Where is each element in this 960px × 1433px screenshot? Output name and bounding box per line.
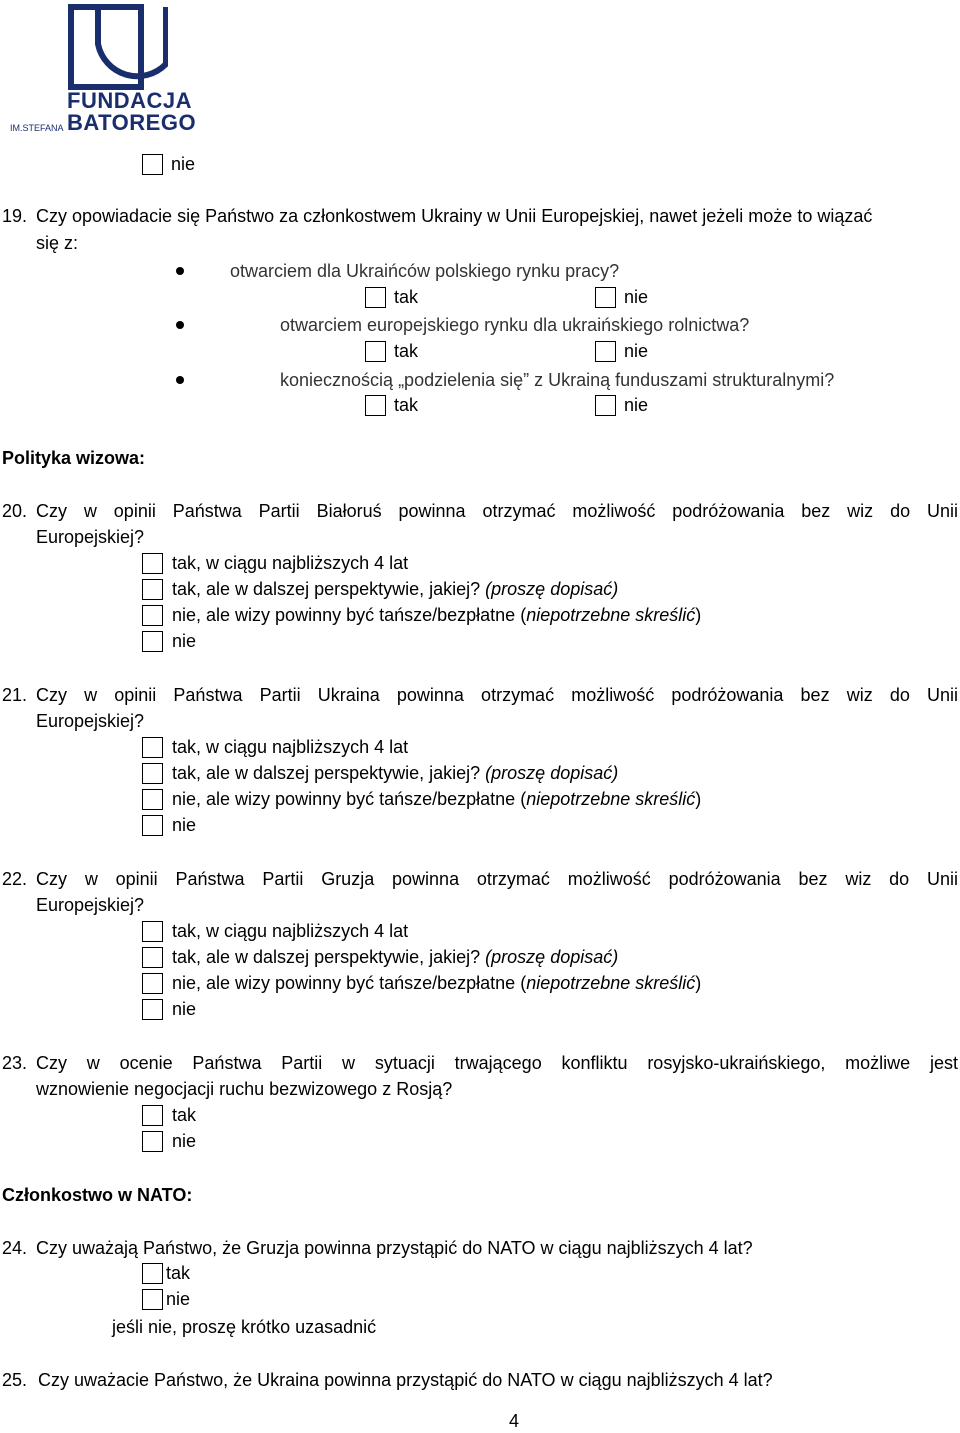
q21-opt2-main: tak, ale w dalszej perspektywie, jakiej? — [172, 763, 481, 783]
q20-opt2-main: tak, ale w dalszej perspektywie, jakiej? — [172, 579, 481, 599]
q22-opt2-note: (proszę dopisać) — [485, 947, 619, 967]
q20-opt3-note: niepotrzebne skreślić — [526, 605, 696, 625]
q19-item3-no-label: nie — [624, 395, 649, 415]
q22-opt3-checkbox[interactable] — [142, 973, 163, 994]
q21-opt2-checkbox[interactable] — [142, 763, 163, 784]
q21-opt4-checkbox[interactable] — [142, 815, 163, 836]
section-nato-heading: Członkostwo w NATO: — [2, 1185, 193, 1205]
q25-text: Czy uważacie Państwo, że Ukraina powinna przystąpić do NATO w ciągu najbliższych 4 lat? — [38, 1370, 773, 1390]
q20-opt2-note: (proszę dopisać) — [485, 579, 619, 599]
q19-item2-yes-label: tak — [394, 341, 419, 361]
q22-opt4-checkbox[interactable] — [142, 999, 163, 1020]
q21-text-line2: Europejskiej? — [36, 711, 145, 731]
q19-number: 19. — [2, 206, 28, 226]
q24-justify-prompt: jeśli nie, proszę krótko uzasadnić — [112, 1317, 377, 1337]
q21-opt2-label — [172, 762, 618, 784]
q22-opt3-main: nie, ale wizy powinny być tańsze/bezpłatne ( — [172, 973, 527, 993]
q20-opt4-label: nie — [172, 631, 197, 651]
q19-item2-yes-checkbox[interactable] — [365, 341, 386, 362]
q19-text-line1: Czy opowiadacie się Państwo za członkostwem Ukrainy w Unii Europejskiej, nawet jeżeli może to wiązać — [36, 206, 873, 226]
q20-opt4-checkbox[interactable] — [142, 631, 163, 652]
logo-prefix: IM.STEFANA — [10, 123, 64, 133]
q24-no-checkbox[interactable] — [142, 1289, 163, 1310]
q19-item3-no-checkbox[interactable] — [595, 395, 616, 416]
q20-opt2-checkbox[interactable] — [142, 579, 163, 600]
q21-text-line1: Czy w opinii Państwa Partii Ukraina powinna otrzymać możliwość podróżowania bez wiz do Unii — [36, 685, 958, 705]
foundation-emblem-icon — [68, 4, 168, 92]
logo-line1: FUNDACJA — [67, 88, 192, 113]
section-visa-heading: Polityka wizowa: — [2, 448, 146, 468]
q22-number: 22. — [2, 869, 28, 889]
q22-opt1-checkbox[interactable] — [142, 921, 163, 942]
top-option-label: nie — [171, 154, 196, 174]
q22-opt3-end: ) — [695, 973, 702, 993]
q24-number: 24. — [2, 1238, 28, 1258]
q21-opt3-label — [172, 788, 701, 810]
q19-item3-yes-checkbox[interactable] — [365, 395, 386, 416]
q24-no-label: nie — [166, 1289, 191, 1309]
q23-no-checkbox[interactable] — [142, 1131, 163, 1152]
q22-opt3-label — [172, 972, 701, 994]
q20-opt3-end: ) — [695, 605, 702, 625]
q22-opt2-main: tak, ale w dalszej perspektywie, jakiej? — [172, 947, 481, 967]
q22-opt1-label: tak, w ciągu najbliższych 4 lat — [172, 921, 409, 941]
q19-item1-yes-label: tak — [394, 287, 419, 307]
q20-opt3-main: nie, ale wizy powinny być tańsze/bezpłatne ( — [172, 605, 527, 625]
logo — [10, 4, 197, 136]
q19-item1-yes-checkbox[interactable] — [365, 287, 386, 308]
q24-yes-label: tak — [166, 1263, 191, 1283]
q20-opt2-label — [172, 578, 618, 600]
q22-text-line2: Europejskiej? — [36, 895, 145, 915]
q22-opt2-label — [172, 946, 618, 968]
q19-item3-text: koniecznością „podzielenia się” z Ukrainą funduszami strukturalnymi? — [280, 370, 835, 390]
logo-line2: BATOREGO — [67, 110, 197, 135]
q19-bullet-1 — [176, 267, 184, 275]
q23-yes-label: tak — [172, 1105, 197, 1125]
q19-item2-text: otwarciem europejskiego rynku dla ukraińskiego rolnictwa? — [280, 315, 750, 335]
q19-text-line2: się z: — [36, 233, 79, 253]
q24-text: Czy uważają Państwo, że Gruzja powinna przystąpić do NATO w ciągu najbliższych 4 lat? — [36, 1238, 753, 1258]
q19-item3-yes-label: tak — [394, 395, 419, 415]
q19-item2-no-checkbox[interactable] — [595, 341, 616, 362]
q20-opt1-checkbox[interactable] — [142, 553, 163, 574]
q21-opt2-note: (proszę dopisać) — [485, 763, 619, 783]
page-number: 4 — [509, 1411, 520, 1431]
q21-opt1-label: tak, w ciągu najbliższych 4 lat — [172, 737, 409, 757]
q23-yes-checkbox[interactable] — [142, 1105, 163, 1126]
q20-opt1-label: tak, w ciągu najbliższych 4 lat — [172, 553, 409, 573]
q21-opt3-note: niepotrzebne skreślić — [526, 789, 696, 809]
q19-item2-no-label: nie — [624, 341, 649, 361]
q21-number: 21. — [2, 685, 28, 705]
q23-text-line2: wznowienie negocjacji ruchu bezwizowego z Rosją? — [36, 1079, 453, 1099]
q23-number: 23. — [2, 1053, 28, 1073]
q24-yes-checkbox[interactable] — [142, 1263, 163, 1284]
q21-opt4-label: nie — [172, 815, 197, 835]
q19-item1-text: otwarciem dla Ukraińców polskiego rynku pracy? — [230, 261, 620, 281]
checkbox-top-nie[interactable] — [142, 154, 163, 175]
q20-text-line1: Czy w opinii Państwa Partii Białoruś powinna otrzymać możliwość podróżowania bez wiz do Unii — [36, 501, 958, 521]
q19-item1-no-label: nie — [624, 287, 649, 307]
q22-opt3-note: niepotrzebne skreślić — [526, 973, 696, 993]
q21-opt3-end: ) — [695, 789, 702, 809]
q22-opt4-label: nie — [172, 999, 197, 1019]
q23-text-line1: Czy w ocenie Państwa Partii w sytuacji trwającego konfliktu rosyjsko-ukraińskiego, możliwe jest — [36, 1053, 958, 1073]
q25-number: 25. — [2, 1370, 28, 1390]
q19-item1-no-checkbox[interactable] — [595, 287, 616, 308]
q22-text-line1: Czy w opinii Państwa Partii Gruzja powinna otrzymać możliwość podróżowania bez wiz do Unii — [36, 869, 958, 889]
q23-no-label: nie — [172, 1131, 197, 1151]
q21-opt3-main: nie, ale wizy powinny być tańsze/bezpłatne ( — [172, 789, 527, 809]
q20-number: 20. — [2, 501, 28, 521]
q19-bullet-3 — [176, 376, 184, 384]
q22-opt2-checkbox[interactable] — [142, 947, 163, 968]
q20-text-line2: Europejskiej? — [36, 527, 145, 547]
q21-opt1-checkbox[interactable] — [142, 737, 163, 758]
q19-bullet-2 — [176, 321, 184, 329]
q20-opt3-checkbox[interactable] — [142, 605, 163, 626]
q20-opt3-label — [172, 604, 701, 626]
q21-opt3-checkbox[interactable] — [142, 789, 163, 810]
